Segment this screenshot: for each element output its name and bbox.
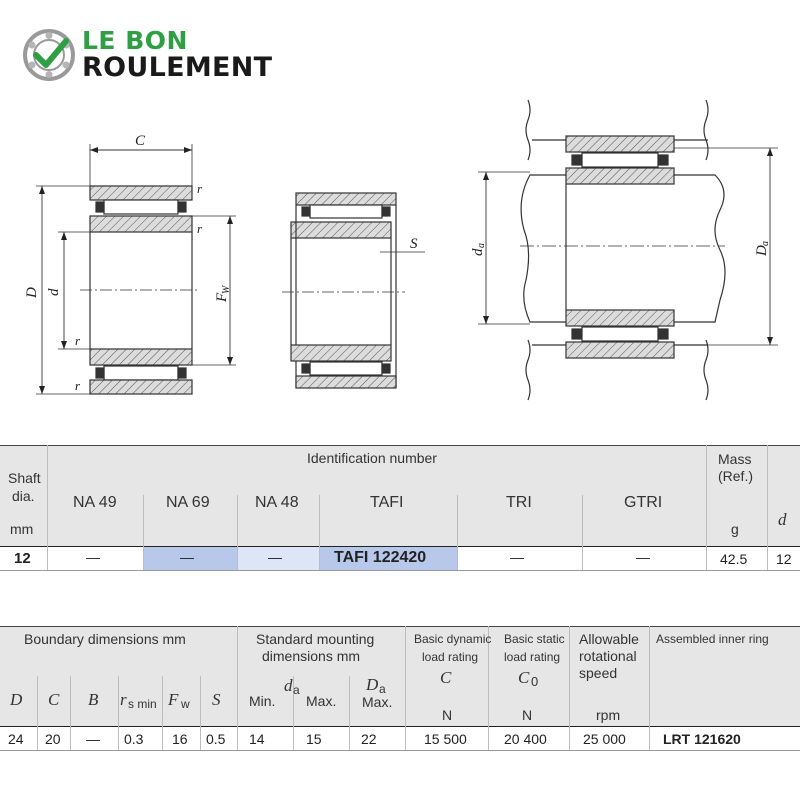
row-gtri: —	[636, 549, 650, 565]
da-max: Max.	[306, 693, 337, 709]
val-B: —	[86, 731, 100, 747]
logo-line2: ROULEMENT	[82, 52, 273, 83]
label-r4: r	[75, 378, 81, 393]
mass-label-2: (Ref.)	[718, 468, 753, 484]
right-mounting-view	[478, 100, 778, 400]
boundary-title: Boundary dimensions mm	[24, 631, 186, 647]
middle-section-view	[282, 193, 425, 388]
inner-ring-label: Assembled inner ring	[656, 632, 769, 646]
label-Da-sub: a	[760, 241, 771, 246]
val-dyn: 15 500	[424, 731, 467, 747]
series-na48: NA 48	[255, 494, 299, 511]
mass-unit: g	[731, 521, 739, 537]
label-Da: D	[754, 245, 770, 256]
mass-label-1: Mass	[718, 451, 752, 467]
row-na48: —	[268, 549, 282, 565]
label-r1: r	[197, 181, 203, 196]
series-na49: NA 49	[73, 494, 117, 511]
series-tri: TRI	[506, 494, 532, 511]
label-Fw-sub: W	[221, 285, 232, 294]
series-na69: NA 69	[166, 494, 210, 511]
sym-r-sub: s min	[128, 697, 157, 711]
label-r3: r	[75, 333, 81, 348]
stat-label-1: Basic static	[504, 632, 565, 646]
sym-S: S	[212, 690, 221, 709]
sym-r: r	[120, 690, 127, 709]
label-d: d	[46, 288, 62, 296]
speed-label-3: speed	[579, 665, 618, 681]
val-Fw: 16	[172, 731, 188, 747]
label-D: D	[24, 287, 40, 298]
shaft-label-2: dia.	[12, 488, 35, 504]
sym-F: F	[168, 690, 179, 709]
label-S: S	[410, 236, 418, 252]
val-S: 0.5	[206, 731, 226, 747]
sym-da: d	[284, 676, 293, 695]
row-na49: —	[86, 549, 100, 565]
sym-D: D	[10, 690, 23, 709]
label-r2: r	[197, 221, 203, 236]
stat-unit: N	[522, 707, 533, 723]
val-speed: 25 000	[583, 731, 626, 747]
dyn-unit: N	[442, 707, 453, 723]
val-da-min: 14	[249, 731, 265, 747]
label-da-sub: a	[476, 243, 487, 248]
stat-label-2: load rating	[504, 650, 561, 664]
left-section-view	[36, 144, 236, 394]
val-D: 24	[8, 731, 24, 747]
sym-da-sub: a	[293, 683, 300, 697]
mount-title-2: dimensions mm	[262, 648, 361, 664]
da-min: Min.	[249, 693, 276, 709]
val-r: 0.3	[124, 731, 144, 747]
speed-label-2: rotational	[579, 648, 637, 664]
dyn-label-1: Basic dynamic	[414, 632, 492, 646]
stat-sub: 0	[531, 674, 539, 689]
label-Fw: F	[214, 292, 230, 302]
logo-line1: LE BON	[82, 26, 188, 55]
sym-B: B	[88, 690, 99, 709]
logo	[22, 24, 302, 86]
row-tri: —	[510, 549, 524, 565]
series-tafi: TAFI	[370, 494, 404, 511]
bearing-drawings	[0, 95, 800, 405]
ident-title: Identification number	[307, 450, 437, 466]
speed-unit: rpm	[596, 707, 621, 723]
sym-F-sub: w	[181, 697, 190, 711]
dyn-symbol: C	[440, 668, 452, 687]
stat-symbol: C	[518, 668, 530, 687]
val-Da-max: 22	[361, 731, 377, 747]
val-inner-ring: LRT 121620	[663, 731, 741, 747]
bearing-check-icon	[22, 28, 76, 82]
sym-C: C	[48, 690, 60, 709]
val-C: 20	[45, 731, 61, 747]
mount-title-1: Standard mounting	[256, 631, 375, 647]
speed-label-1: Allowable	[579, 631, 639, 647]
sym-Da-sub: a	[379, 682, 386, 696]
row-na69: —	[180, 549, 194, 565]
series-gtri: GTRI	[624, 494, 663, 511]
row-shaft: 12	[14, 550, 31, 567]
shaft-unit: mm	[10, 521, 34, 537]
Da-max: Max.	[362, 694, 393, 710]
label-da: d	[470, 248, 486, 256]
sym-Da: D	[366, 675, 379, 694]
dyn-label-2: load rating	[422, 650, 479, 664]
val-da-max: 15	[306, 731, 322, 747]
shaft-label-1: Shaft	[8, 470, 41, 486]
row-tafi: TAFI 122420	[334, 549, 427, 566]
row-mass: 42.5	[720, 551, 748, 567]
row-d: 12	[776, 551, 792, 567]
label-C: C	[135, 133, 146, 149]
d-header: d	[778, 510, 787, 529]
val-stat: 20 400	[504, 731, 547, 747]
